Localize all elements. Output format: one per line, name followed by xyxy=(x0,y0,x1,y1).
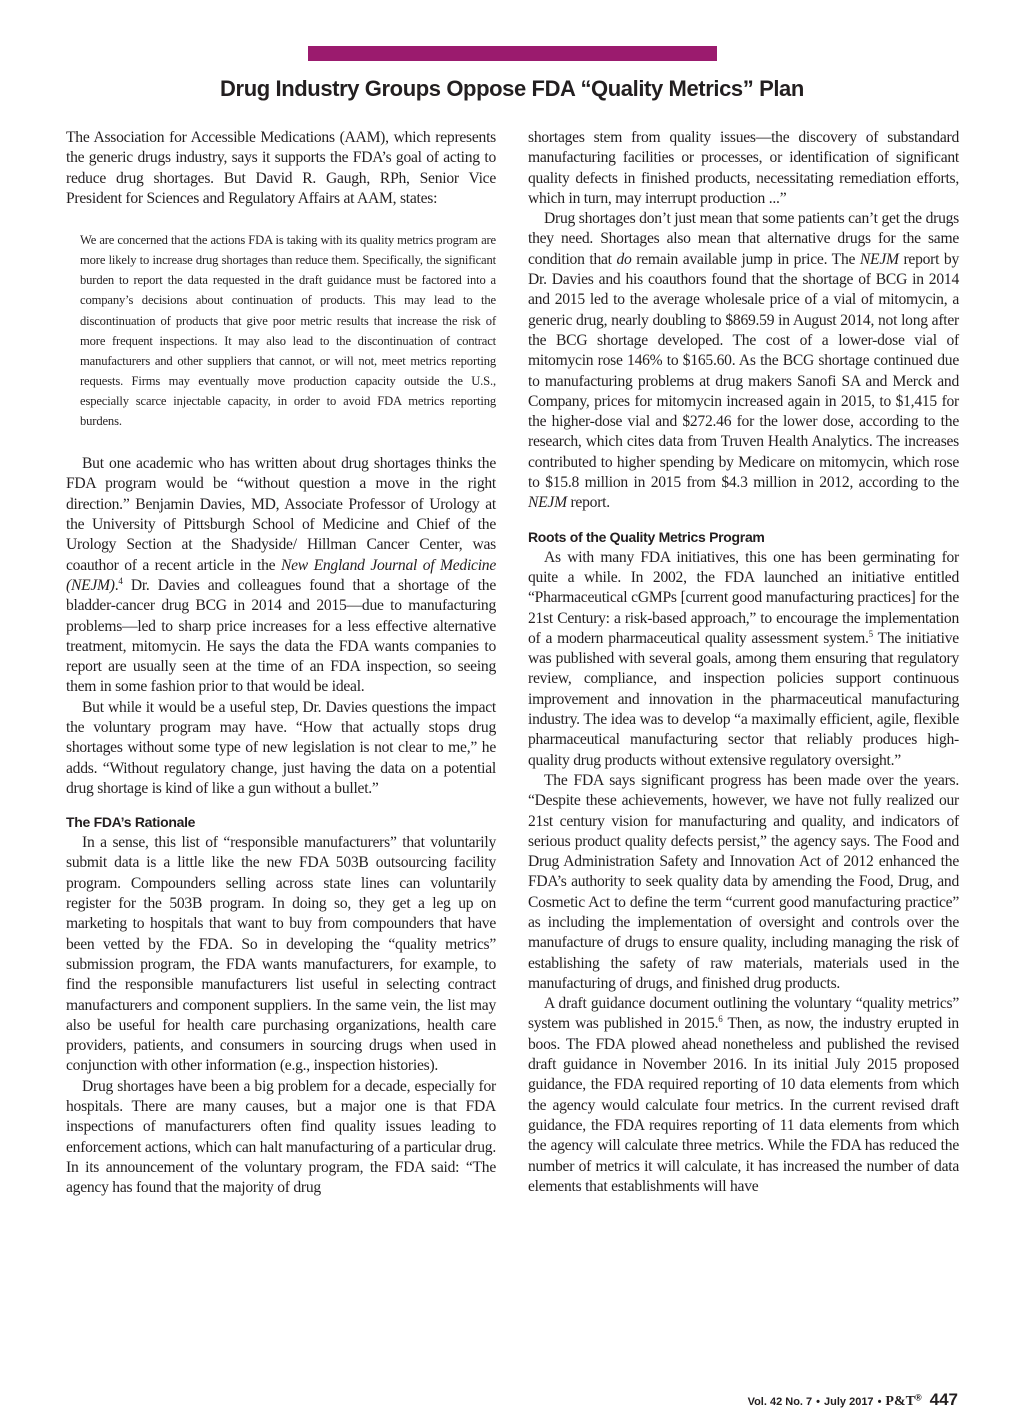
paragraph: shortages stem from quality issues—the discovery of substandard manufacturing facilities or processes, or identification of significant quality defects in finished products, necessitating remediation efforts, which in turn, may interrupt production ...” xyxy=(528,129,959,207)
text-run: But one academic who has written about drug shortages thinks the FDA program would be “without question a move in the right direction.” Benjamin Davies, MD, Associate Professor of Urology at the University of Pittsburgh School of Medicine and Chief of the Urology Section at the Shadyside/ Hillman Cancer Center, was coauthor of a recent article in the xyxy=(66,455,496,574)
text-run: As with many FDA initiatives, this one has been germinating for quite a while. In 2002, the FDA launched an initiative entitled “Pharmaceutical cGMPs [current good manufacturing practices] for the 21st Century: a risk-based approach,” to encourage the implementation of a modern pharmaceutical quality assessment system. xyxy=(528,548,959,647)
paragraph: The Association for Accessible Medications (AAM), which represents the generic drugs industry, says it supports the FDA’s goal of acting to reduce drug shortages. But David R. Gaugh, RPh, Senior Vice President for Sciences and Regulatory Affairs at AAM, states: xyxy=(66,129,496,207)
volume-issue: Vol. 42 No. 7 xyxy=(747,1396,813,1408)
reference-marker: 4 xyxy=(118,575,123,586)
text-run: Drug shortages don’t just mean that some patients can’t get the drugs they need. Shortages also mean that alternative drugs for the same condition that xyxy=(528,210,959,268)
emphasis: do xyxy=(616,250,632,268)
quote-text: We are concerned that the actions FDA is taking with its quality metrics program are more likely to increase drug shortages than reduce them. Specifically, the significant burden to report the data requested in the draft guidance must be factored into a company’s decisions about continuation of products. This may lead to the discontinuation of products that give poor metric results that increase the risk of more frequent inspections. It may also lead to the discontinuation of contract manufacturers and other suppliers that cannot, or will not, meet metrics reporting requests. Firms may eventually move production capacity outside the U.S., especially scarce injectable capacity, in order to avoid FDA metrics reporting burdens. xyxy=(80,233,496,429)
journal-name: P&T xyxy=(885,1394,915,1409)
reference-marker: 6 xyxy=(718,1014,723,1025)
journal-abbrev: NEJM xyxy=(528,494,567,512)
text-run: report by Dr. Davies and his coauthors found that the shortage of BCG in 2014 and 2015 led to the average wholesale price of a vial of mitomycin, a generic drug, nearly doubling to $869.59 in August 2014, not long after the BCG shortage developed. The cost of a lower-dose vial of mitomycin rose 146% to $165.60. As the BCG shortage continued due to manufacturing problems at drug makers Sanofi SA and Merck and Company, prices for mitomycin increased again in 2015, to $1,415 for the higher-dose vial and $272.46 for the lower dose, according to the research, which cites data from Truven Health Analytics. The increases contributed to higher spending by Medicare on mitomycin, which rose to $15.8 million in 2015 from $4.3 million in 2012, according to the xyxy=(528,250,959,492)
text-run: report. xyxy=(566,494,610,512)
section-heading: The FDA’s Rationale xyxy=(66,814,196,831)
paragraph: Drug shortages have been a big problem for a decade, especially for hospitals. There are many causes, but a major one is that FDA inspections of manufacturers often find quality issues leading to enforcement actions, which can halt manufacturing of a particular drug. In its announcement of the voluntary program, the FDA said: “The agency has found that the majority of drug xyxy=(66,1077,496,1197)
paragraph xyxy=(528,209,959,513)
left-column xyxy=(66,128,496,1199)
page-footer xyxy=(748,1390,958,1410)
separator-dot: • xyxy=(816,1396,821,1408)
text-run: Then, as now, the industry erupted in boos. The FDA plowed ahead nonetheless and published the revised draft guidance in November 2016. In its initial July 2015 proposed guidance, the FDA required reporting of 10 data elements from which the agency would calculate four metrics. In the current revised draft guidance, the FDA requires reporting of 11 data elements from which the agency will calculate three metrics. While the FDA has reduced the number of metrics it will calculate, it has increased the number of data elements that establishments will have xyxy=(528,1015,959,1195)
paragraph: But while it would be a useful step, Dr. Davies questions the impact the voluntary program may have. “How that actually stops drug shortages without some type of new legislation is not clear to me,” he adds. “Without regulatory change, just having the data on a potential drug shortage is kind of like a gun without a bullet.” xyxy=(66,698,496,797)
text-run: remain available jump in price. The xyxy=(631,250,860,268)
right-column xyxy=(528,128,959,1197)
registered-mark: ® xyxy=(914,1392,922,1403)
text-run: The initiative was published with several goals, among them ensuring that regulatory review, compliance, and inspection policies support continuous improvement and innovation in the pharmaceutical manufacturing industry. The idea was to develop “a maximally efficient, agile, flexible pharmaceutical manufacturing sector that reliably produces high-quality drug products without extensive regulatory oversight.” xyxy=(528,629,959,769)
text-run: Dr. Davies and colleagues found that a shortage of the bladder-cancer drug BCG in 2014 and 2015—due to manufacturing problems—led to sharp price increases for a less effective alternative treatment, mitomycin. He says the data the FDA wants companies to report are usually seen at the time of an FDA inspection, so seeing them in some fashion prior to that would be ideal. xyxy=(66,576,496,696)
paragraph: The FDA says significant progress has been made over the years. “Despite these achievements, however, we have not fully realized our 21st century vision for manufacturing and quality, and indicators of serious product quality defects persist,” the agency says. The Food and Drug Administration Safety and Innovation Act of 2012 enhanced the FDA’s authority to seek quality data by amending the Food, Drug, and Cosmetic Act to define the term “current good manufacturing practice” as including the implementation of oversight and controls over the manufacture of drugs to ensure quality, including managing the risk of establishing the safety of raw materials, materials used in the manufacturing of drugs, and finished drug products. xyxy=(528,771,959,992)
paragraph xyxy=(528,994,959,1197)
journal-abbrev: NEJM xyxy=(859,250,899,268)
block-quote xyxy=(80,230,496,431)
section-heading: Roots of the Quality Metrics Program xyxy=(528,528,765,545)
paragraph: But one academic who has written about drug shortages thinks the FDA program would be “without question a move in the right direction.” Benjamin Davies, MD, Associate Professor of Urology at the University of Pittsburgh School of Medicine and Chief of the Urology Section at the Shadyside/ Hillman Cancer Center, was coauthor of a recent article in the New England Journal of Medicine (NEJM).$^4$ Dr. Davies and colleagues found that a shortage of the bladder-cancer drug BCG in 2014 and 2015—due to manufacturing problems—led to sharp price increases for a less effective alternative treatment, mitomycin. He says the data the FDA wants companies to report are usually seen at the time of an FDA inspection, so seeing them in some fashion prior to that would be ideal. xyxy=(66,455,497,696)
paragraph: In a sense, this list of “responsible manufacturers” that voluntarily submit data is a little like the new FDA 503B outsourcing facility program. Compounders selling across state lines can voluntarily register for the 503B program. In doing so, they get a leg up on marketing to hospitals that want to buy from compounders that have been vetted by the FDA. So in developing the “quality metrics” submission program, the FDA wants manufacturers, for example, to find the responsible manufacturers list useful in selecting contract manufacturers and component suppliers. In the same vein, the list may also be useful for health care purchasing organizations, health care providers, patients, and consumers in sourcing drugs when used in conjunction with other information (e.g., inspection histories). xyxy=(66,834,496,1075)
text-run: A draft guidance document outlining the voluntary “quality metrics” system was published in 2015. xyxy=(528,995,959,1033)
separator-dot: • xyxy=(877,1396,882,1408)
issue-date: July 2017 xyxy=(824,1396,874,1408)
article-title: Drug Industry Groups Oppose FDA “Quality Metrics” Plan xyxy=(220,76,804,101)
paragraph xyxy=(528,548,959,771)
page-number: 447 xyxy=(929,1390,958,1409)
header-accent-bar xyxy=(308,46,717,61)
reference-marker: 5 xyxy=(868,628,873,639)
journal-title: New England Journal of Medicine (NEJM) xyxy=(66,556,497,594)
